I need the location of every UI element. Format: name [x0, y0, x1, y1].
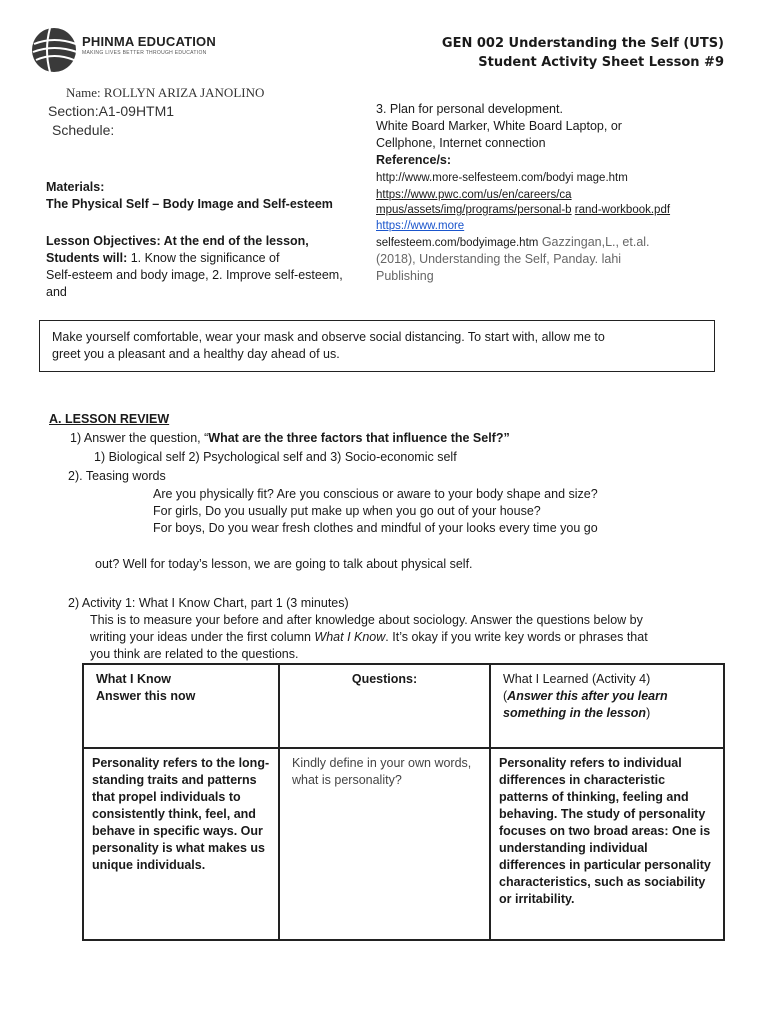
objectives-label: Lesson Objectives: At the end of the lesson, — [46, 234, 309, 248]
what-i-know-chart — [82, 663, 725, 941]
objectives-line2: Self-esteem and body image, 2. Improve self-esteem, — [46, 268, 343, 282]
question-2-line1: Are you physically fit? Are you conscious or aware to your body shape and size? — [153, 487, 598, 501]
note-open-paren: ( — [503, 689, 508, 703]
header-questions — [279, 664, 490, 748]
header-what-i-know-title: What I Know — [96, 672, 171, 686]
reference-2c[interactable]: rand-workbook.pdf — [574, 204, 671, 216]
question-2-line4: out? Well for today’s lesson, we are going to talk about physical self. — [95, 557, 473, 571]
chart-row-1 — [83, 748, 724, 940]
reference-1: http://www.more-selfesteem.com/bodyi mage.htm — [376, 172, 628, 184]
lesson-review-heading: A. LESSON REVIEW — [49, 412, 170, 426]
materials-list-line1: White Board Marker, White Board Laptop, or — [376, 119, 622, 133]
reference-3b: selfesteem.com/bodyimage.htm — [376, 237, 539, 249]
intro-line1: Make yourself comfortable, wear your mask and observe social distancing. To start with, allow me to — [52, 330, 605, 344]
question-2: 2). Teasing words — [68, 469, 166, 483]
materials-title: The Physical Self – Body Image and Self-esteem — [46, 197, 333, 211]
activity-line2 — [90, 629, 648, 646]
header-questions-title: Questions: — [351, 672, 418, 686]
header-what-i-learned-note — [503, 688, 715, 722]
answer-what-i-know[interactable]: Personality refers to the long-standing traits and patterns that propel individuals to consistently think, feel, and behave in specific ways. Our personality is what makes us unique individuals. — [83, 748, 279, 940]
question-2-line2: For girls, Do you usually put make up when you go out of your house? — [153, 504, 541, 518]
header-what-i-learned — [490, 664, 724, 748]
note-text: Answer this after you learn something in the lesson — [503, 689, 668, 720]
student-name: Name: ROLLYN ARIZA JANOLINO — [66, 85, 265, 100]
student-schedule: Schedule: — [52, 122, 115, 138]
sheet-title: Student Activity Sheet Lesson #9 — [478, 55, 724, 70]
reference-4b: (2018), Understanding the Self, Panday. lahi — [376, 252, 622, 266]
intro-box — [39, 320, 715, 372]
objectives-line1 — [46, 250, 279, 267]
question-personality: Kindly define in your own words, what is personality? — [279, 748, 490, 940]
question-1-answer: 1) Biological self 2) Psychological self and 3) Socio-economic self — [94, 450, 457, 464]
logo-name: PHINMA EDUCATION — [82, 34, 216, 49]
activity-line2-italic: What I Know — [314, 630, 386, 644]
references-label: Reference/s: — [376, 153, 452, 167]
chart-header-row — [83, 664, 724, 748]
materials-list-line2: Cellphone, Internet connection — [376, 136, 546, 150]
reference-3-link[interactable]: https://www.more — [376, 220, 465, 232]
reference-3-line2 — [376, 234, 746, 252]
activity-line2a: writing your ideas under the first column — [90, 630, 315, 644]
intro-line2: greet you a pleasant and a healthy day ahead of us. — [52, 347, 340, 361]
document-title — [442, 34, 724, 72]
answer-what-i-learned[interactable]: Personality refers to individual differences in characteristic patterns of thinking, feeling and behaving. The study of personality focuses on two broad areas: One is understanding individual differences in particular personality characteristics, such as sociability or irritability. — [490, 748, 724, 940]
objective-item1: 1. Know the significance of — [127, 251, 280, 265]
note-close-paren: ) — [646, 706, 651, 720]
activity-line3: you think are related to the questions. — [90, 647, 299, 661]
globe-logo-icon — [30, 22, 80, 78]
course-title: GEN 002 Understanding the Self (UTS) — [441, 36, 724, 51]
activity-line2b: . It’s okay if you write key words or phrases that — [385, 630, 648, 644]
header-what-i-learned-title: What I Learned (Activity 4) — [503, 672, 651, 686]
materials-label: Materials: — [46, 180, 105, 194]
reference-4c: Publishing — [376, 269, 434, 283]
reference-2-link[interactable]: https://www.pwc.com/us/en/careers/ca — [376, 189, 572, 201]
header-what-i-know — [83, 664, 279, 748]
question-2-line3: For boys, Do you wear fresh clothes and mindful of your looks every time you go — [153, 521, 598, 535]
student-section: Section:A1-09HTM1 — [48, 103, 175, 119]
reference-2-line2[interactable] — [376, 202, 746, 219]
question-1 — [70, 430, 510, 447]
question-1-prefix: 1) Answer the question, “ — [70, 431, 209, 445]
logo-tagline: MAKING LIVES BETTER THROUGH EDUCATION — [82, 50, 207, 56]
activity-line1: This is to measure your before and after knowledge about sociology. Answer the questions below by — [90, 613, 643, 627]
activity-title: 2) Activity 1: What I Know Chart, part 1 (3 minutes) — [68, 596, 349, 610]
question-1-bold: What are the three factors that influence the Self?” — [208, 431, 510, 445]
header-answer-now: Answer this now — [96, 689, 196, 703]
students-will-label: Students will: — [46, 251, 128, 265]
reference-4a: Gazzingan,L., et.al. — [538, 235, 650, 249]
objectives-line3: and — [46, 285, 67, 299]
objective-item3: 3. Plan for personal development. — [376, 102, 563, 116]
reference-2b[interactable]: mpus/assets/img/programs/personal-b — [376, 204, 572, 216]
